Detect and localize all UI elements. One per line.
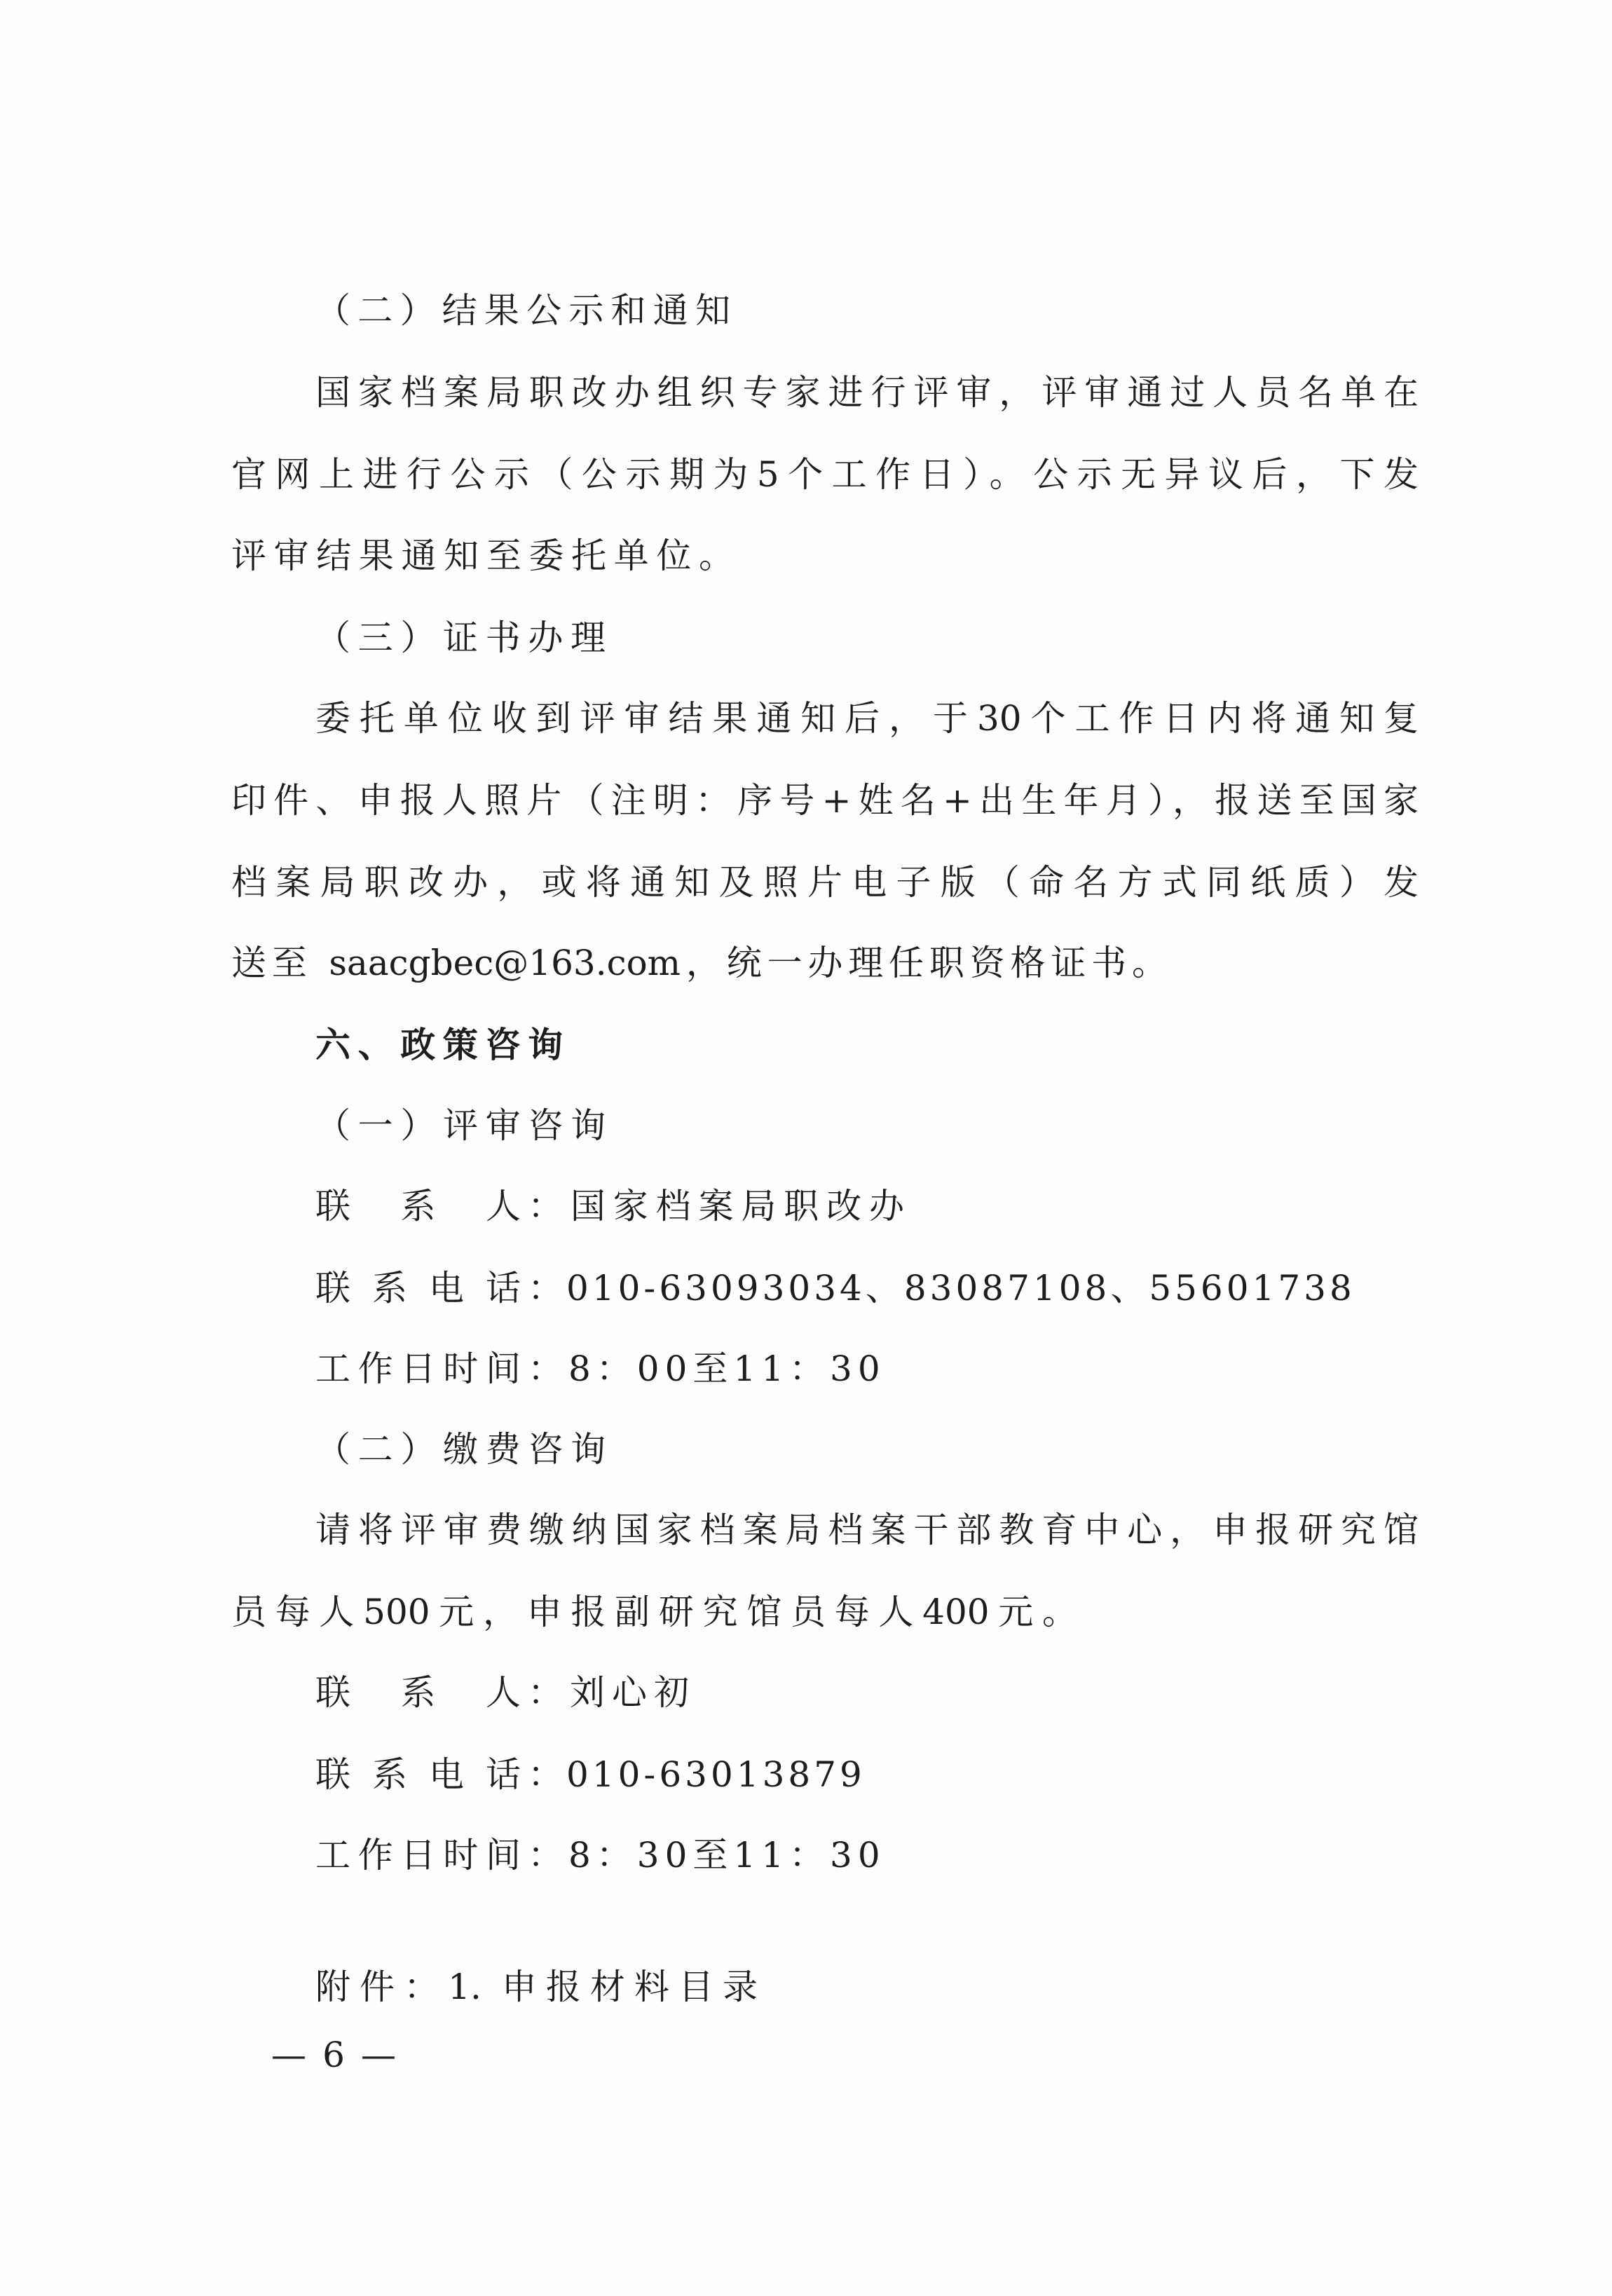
contact-phone-label: 联系电话 xyxy=(315,1268,521,1308)
paragraph-line: 官网上进行公示（公示期为5个工作日）。公示无异议后，下发 xyxy=(231,454,1419,495)
paragraph-line: 请将评审费缴纳国家档案局档案干部教育中心，申报研究馆 xyxy=(315,1510,1419,1550)
paragraph-line: 委托单位收到评审结果通知后，于30个工作日内将通知复 xyxy=(315,698,1419,739)
paragraph-line: 员每人500元，申报副研究馆员每人400元。 xyxy=(231,1592,1077,1632)
contact-phone-row xyxy=(315,1267,1355,1309)
contact-phone-value: ：010-63093034、83087108、55601738 xyxy=(528,1268,1355,1308)
working-hours-row xyxy=(315,1348,886,1390)
paragraph-line: 印件、申报人照片（注明：序号+姓名+出生年月），报送至国家 xyxy=(231,780,1419,821)
paragraph-line: 评审结果通知至委托单位。 xyxy=(231,535,734,576)
paragraph-line: 国家档案局职改办组织专家进行评审，评审通过人员名单在 xyxy=(315,372,1419,413)
contact-person-value: ：刘心初 xyxy=(528,1672,689,1713)
working-hours-value: ：8：30至11：30 xyxy=(528,1835,886,1875)
chapter-heading-policy-consultation: 六、政策咨询 xyxy=(315,1025,563,1065)
page-number: — 6 — xyxy=(271,2035,396,2075)
section-heading-results-notice: （二）结果公示和通知 xyxy=(315,290,730,331)
working-hours-row xyxy=(315,1834,886,1876)
contact-person-value: ：国家档案局职改办 xyxy=(528,1186,904,1226)
attachment-line: 附件：1. 申报材料目录 xyxy=(315,1967,758,2007)
contact-person-row xyxy=(315,1185,904,1227)
contact-person-label: 联系人 xyxy=(315,1186,521,1226)
contact-phone-label: 联系电话 xyxy=(315,1754,521,1795)
section-heading-fee-consultation: （二）缴费咨询 xyxy=(315,1429,606,1470)
contact-person-row xyxy=(315,1672,689,1714)
contact-phone-value: ：010-63013879 xyxy=(528,1754,866,1795)
section-heading-review-consultation: （一）评审咨询 xyxy=(315,1105,606,1146)
contact-phone-row xyxy=(315,1754,866,1796)
working-hours-label: 工作日时间 xyxy=(315,1348,521,1389)
paragraph-line-email: 送至 saacgbec@163.com，统一办理任职资格证书。 xyxy=(231,943,1167,983)
working-hours-value: ：8：00至11：30 xyxy=(528,1348,886,1389)
contact-person-label: 联系人 xyxy=(315,1672,521,1713)
section-heading-certificate: （三）证书办理 xyxy=(315,617,606,658)
working-hours-label: 工作日时间 xyxy=(315,1835,521,1875)
paragraph-line: 档案局职改办，或将通知及照片电子版（命名方式同纸质）发 xyxy=(231,862,1419,903)
